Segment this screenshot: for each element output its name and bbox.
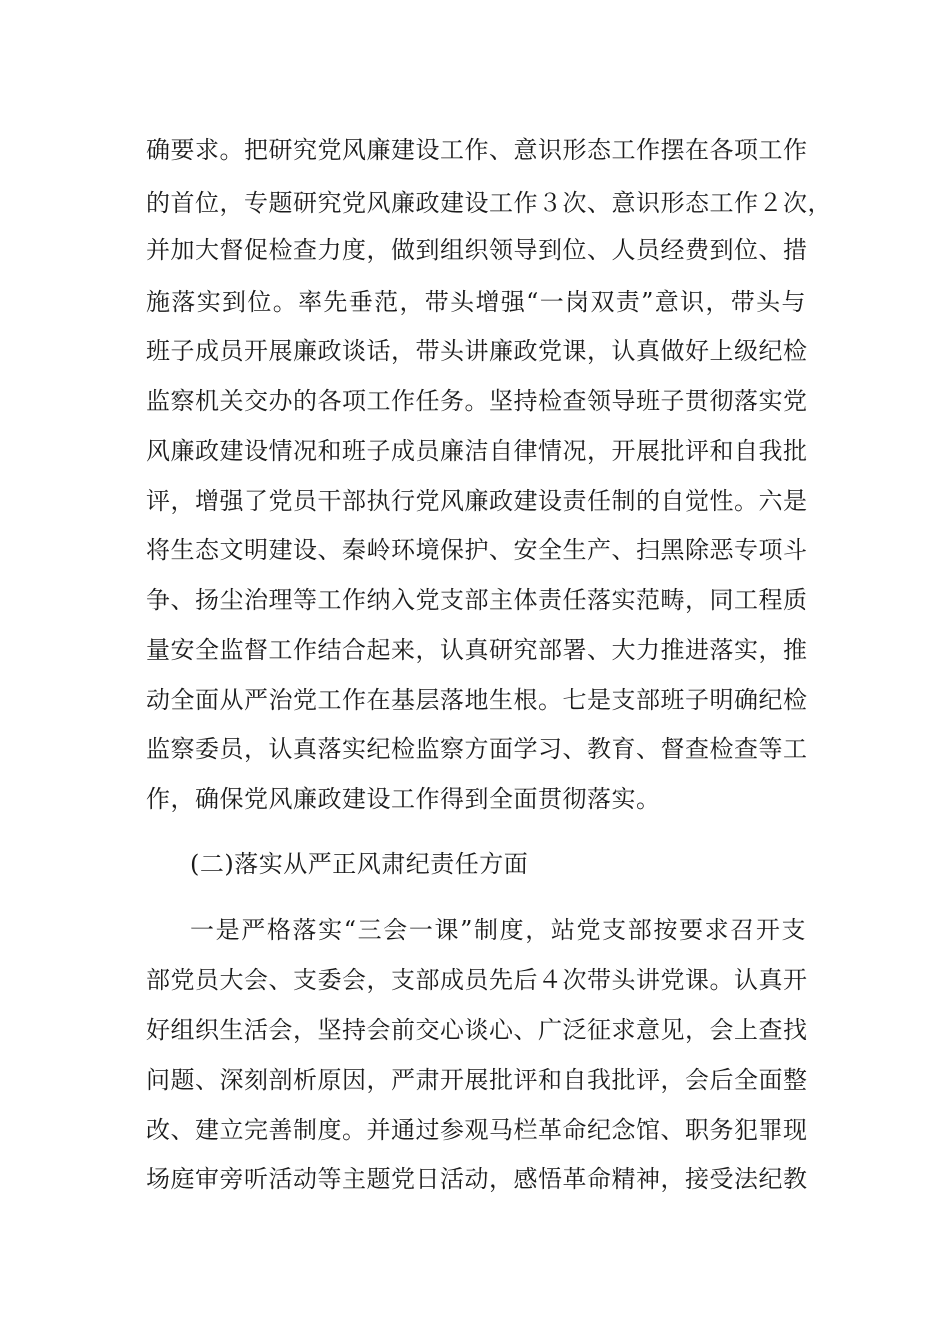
body-line: 施落实到位。率先垂范，带头增强“一岗双责”意识，带头与: [146, 288, 806, 316]
body-line: 争、扬尘治理等工作纳入党支部主体责任落实范畴，同工程质: [146, 586, 808, 614]
body-line: 量安全监督工作结合起来，认真研究部署、大力推进落实，推: [146, 636, 808, 664]
body-line: 动全面从严治党工作在基层落地生根。七是支部班子明确纪检: [146, 686, 808, 714]
body-line: 好组织生活会，坚持会前交心谈心、广泛征求意见，会上查找: [146, 1016, 808, 1044]
body-line: 问题、深刻剖析原因，严肃开展批评和自我批评，会后全面整: [146, 1066, 808, 1094]
body-line: 并加大督促检查力度，做到组织领导到位、人员经费到位、措: [146, 236, 808, 264]
body-line: 评，增强了党员干部执行党风廉政建设责任制的自觉性。六是: [146, 487, 808, 515]
body-line: 监察委员，认真落实纪检监察方面学习、教育、督查检查等工: [146, 735, 808, 763]
body-line: 监察机关交办的各项工作任务。坚持检查领导班子贯彻落实党: [146, 387, 808, 415]
body-line: 班子成员开展廉政谈话，带头讲廉政党课，认真做好上级纪检: [146, 337, 808, 365]
body-line: 风廉政建设情况和班子成员廉洁自律情况，开展批评和自我批: [146, 437, 808, 465]
section-heading: (二)落实从严正风肃纪责任方面: [190, 850, 529, 878]
body-line: 的首位，专题研究党风廉政建设工作３次、意识形态工作２次，: [146, 189, 832, 217]
body-line: 场庭审旁听活动等主题党日活动，感悟革命精神，接受法纪教: [146, 1165, 808, 1193]
body-line: 一是严格落实“三会一课”制度，站党支部按要求召开支: [190, 916, 806, 944]
body-line: 部党员大会、支委会，支部成员先后４次带头讲党课。认真开: [146, 966, 808, 994]
body-line: 确要求。把研究党风廉建设工作、意识形态工作摆在各项工作: [146, 136, 808, 164]
body-line: 改、建立完善制度。并通过参观马栏革命纪念馆、职务犯罪现: [146, 1116, 808, 1144]
body-line: 将生态文明建设、秦岭环境保护、安全生产、扫黑除恶专项斗: [146, 536, 808, 564]
body-line: 作，确保党风廉政建设工作得到全面贯彻落实。: [146, 785, 661, 813]
